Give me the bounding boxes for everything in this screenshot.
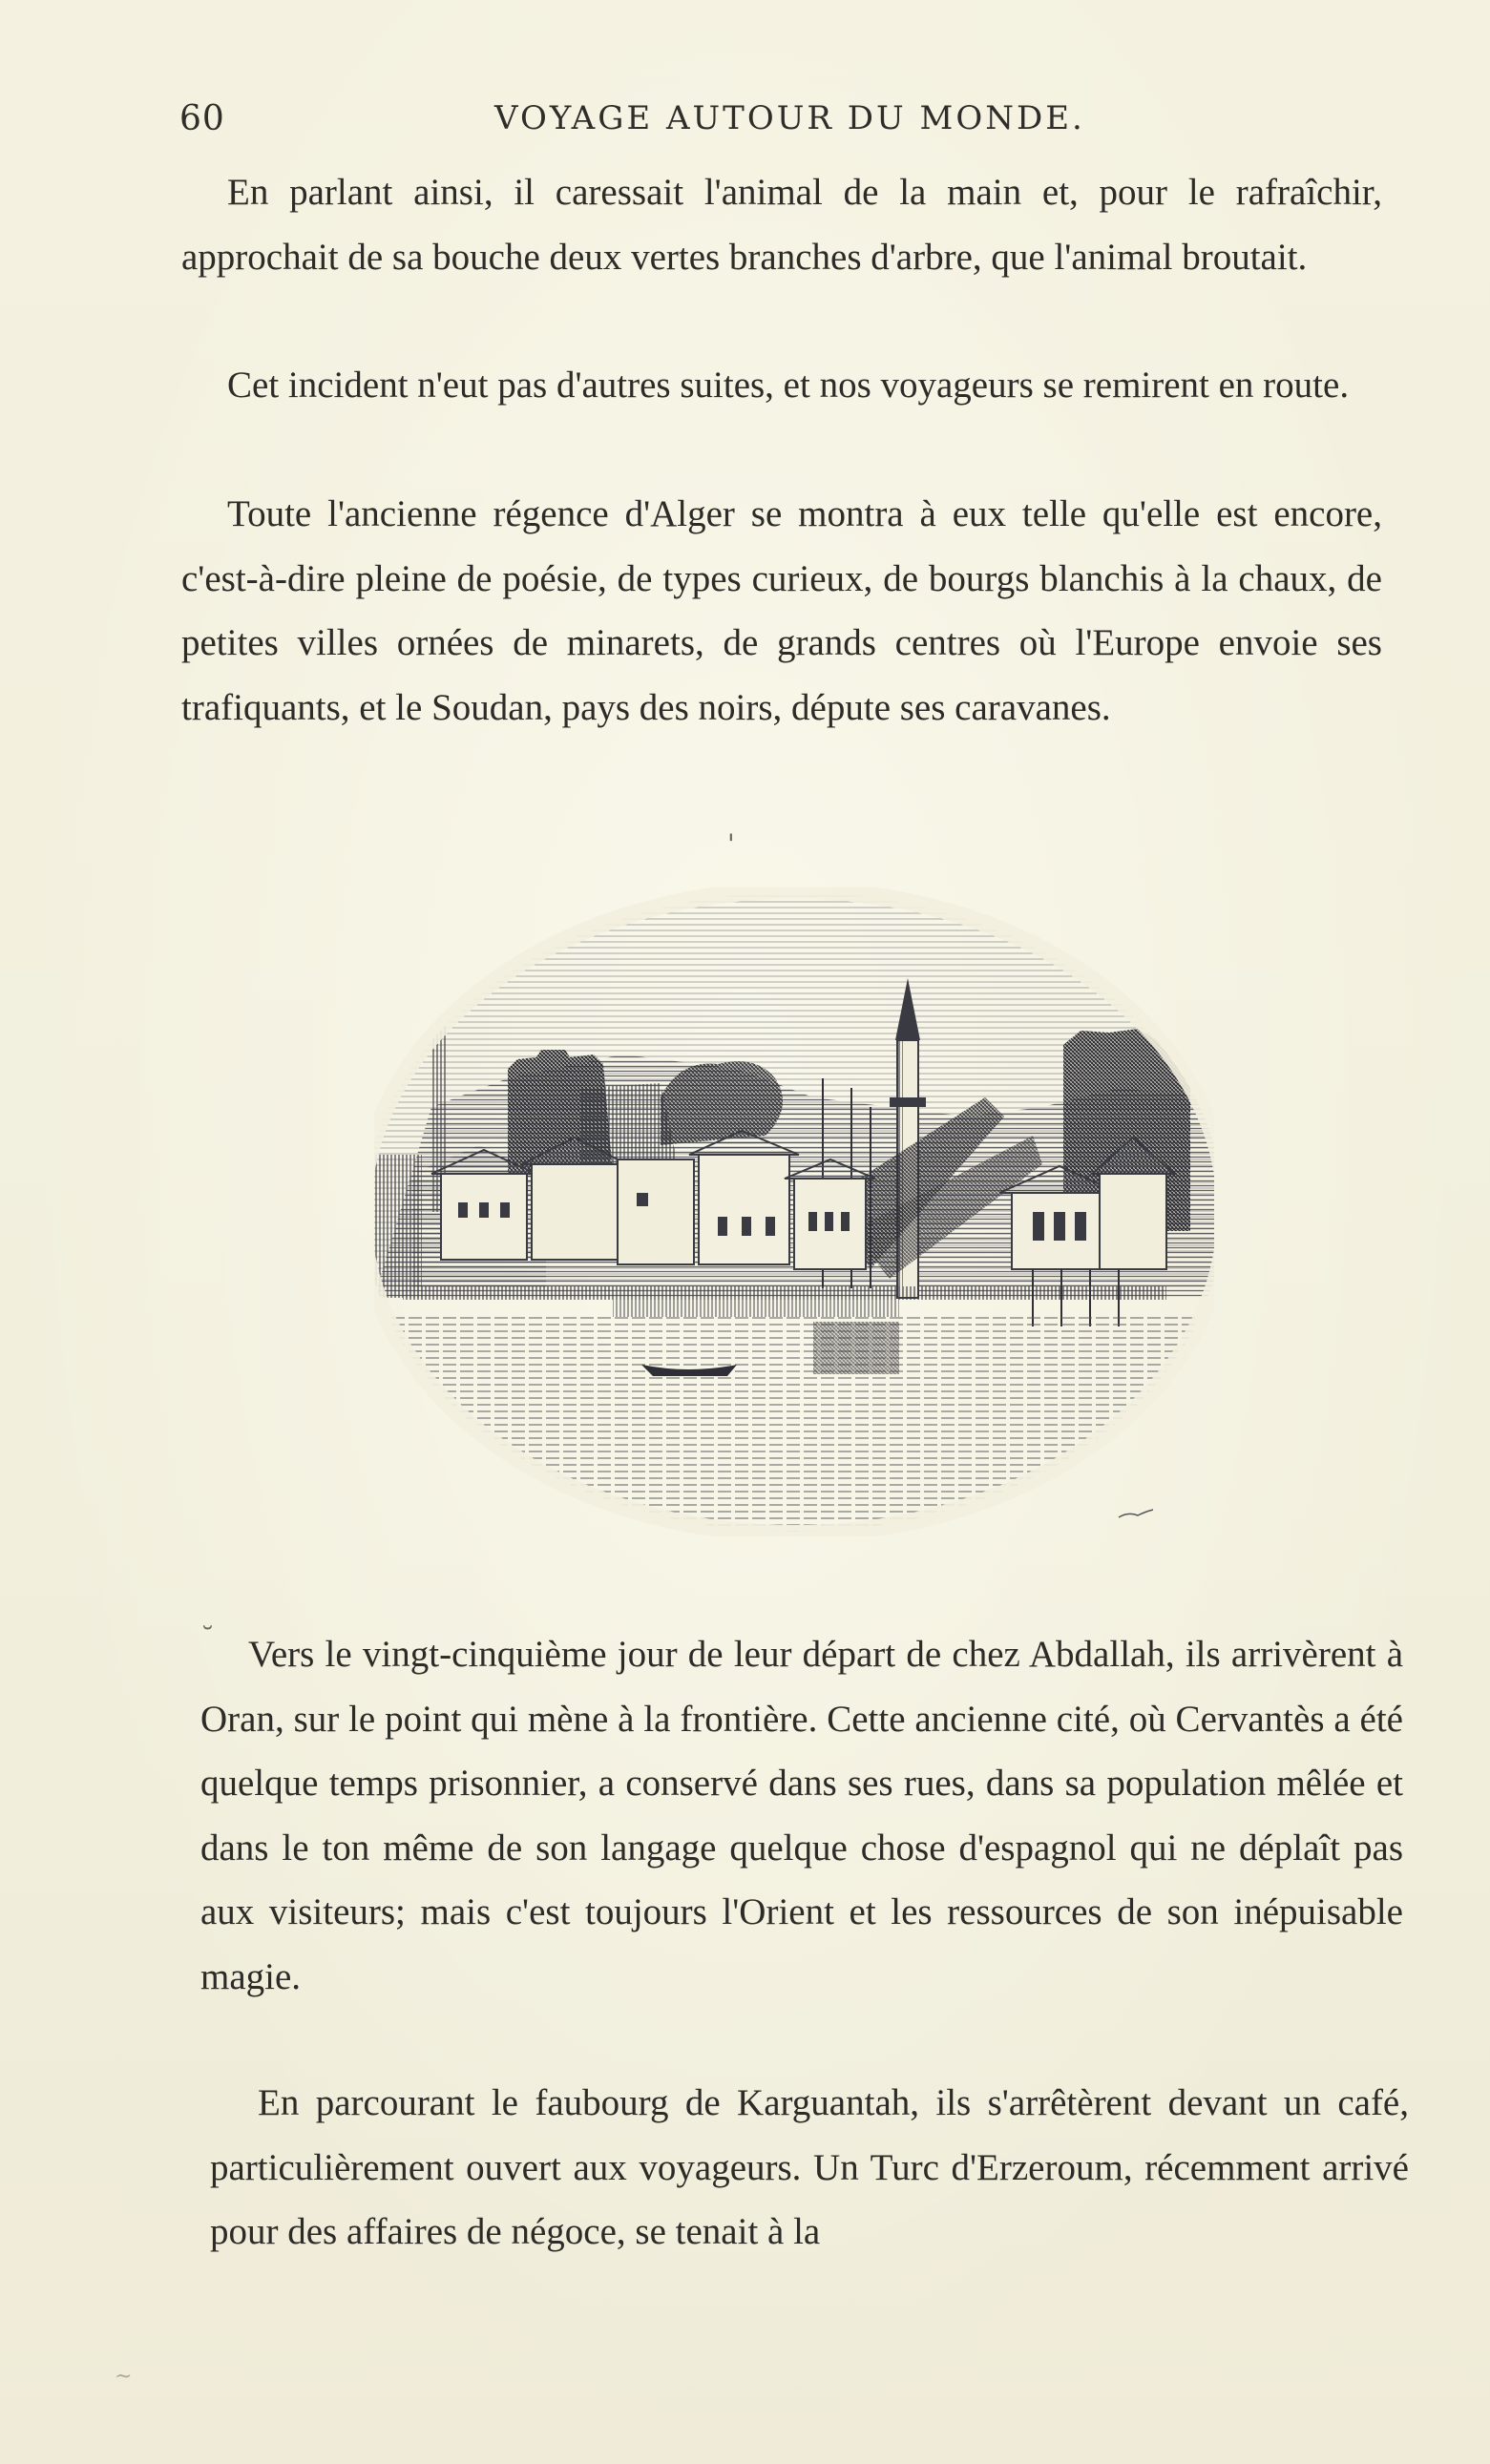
paragraph-3: Toute l'ancienne régence d'Alger se montra à eux telle qu'elle est encore, c'est-à-dire pleine de poésie, de types curieux, de bourgs blanchis à la chaux, de petites villes ornées de minarets, de grands centres où l'Europe envoie ses trafiquants, et le Soudan, pays des noirs, députe ses caravanes.	[181, 493, 1382, 728]
paragraph-2: Cet incident n'eut pas d'autres suites, et nos voyageurs se remirent en route.	[227, 365, 1350, 406]
page-header	[179, 95, 1392, 153]
running-title: VOYAGE AUTOUR DU MONDE.	[494, 99, 1085, 137]
page-number: 60	[179, 99, 225, 138]
paragraph-1: En parlant ainsi, il caressait l'animal de la main et, pour le rafraîchir, approchait de sa bouche deux vertes branches d'arbre, que l'animal broutait.	[181, 172, 1382, 278]
ink-speck: ˘	[200, 1622, 215, 1656]
engraving-harbor-town-icon	[374, 887, 1214, 1536]
paragraph-4: Vers le vingt-cinquième jour de leur départ de chez Abdallah, ils arrivèrent à Oran, sur le point qui mène à la frontière. Cette ancienne cité, où Cervantès a été quelque temps prisonnier, a conservé dans ses rues, dans sa population mêlée et dans le ton même de son langage quelque chose d'espagnol qui ne déplaît pas aux visiteurs; mais c'est toujours l'Orient et les ressources de son inépuisable magie.	[200, 1634, 1403, 1997]
paragraph-5: En parcourant le faubourg de Karguantah, ils s'arrêtèrent devant un café, particulièrement ouvert aux voyageurs. Un Turc d'Erzeroum, récemment arrivé pour des affaires de négoce, se tenait à la	[210, 2082, 1409, 2252]
ink-speck: ~	[115, 2365, 133, 2389]
ink-speck: '	[727, 828, 735, 860]
